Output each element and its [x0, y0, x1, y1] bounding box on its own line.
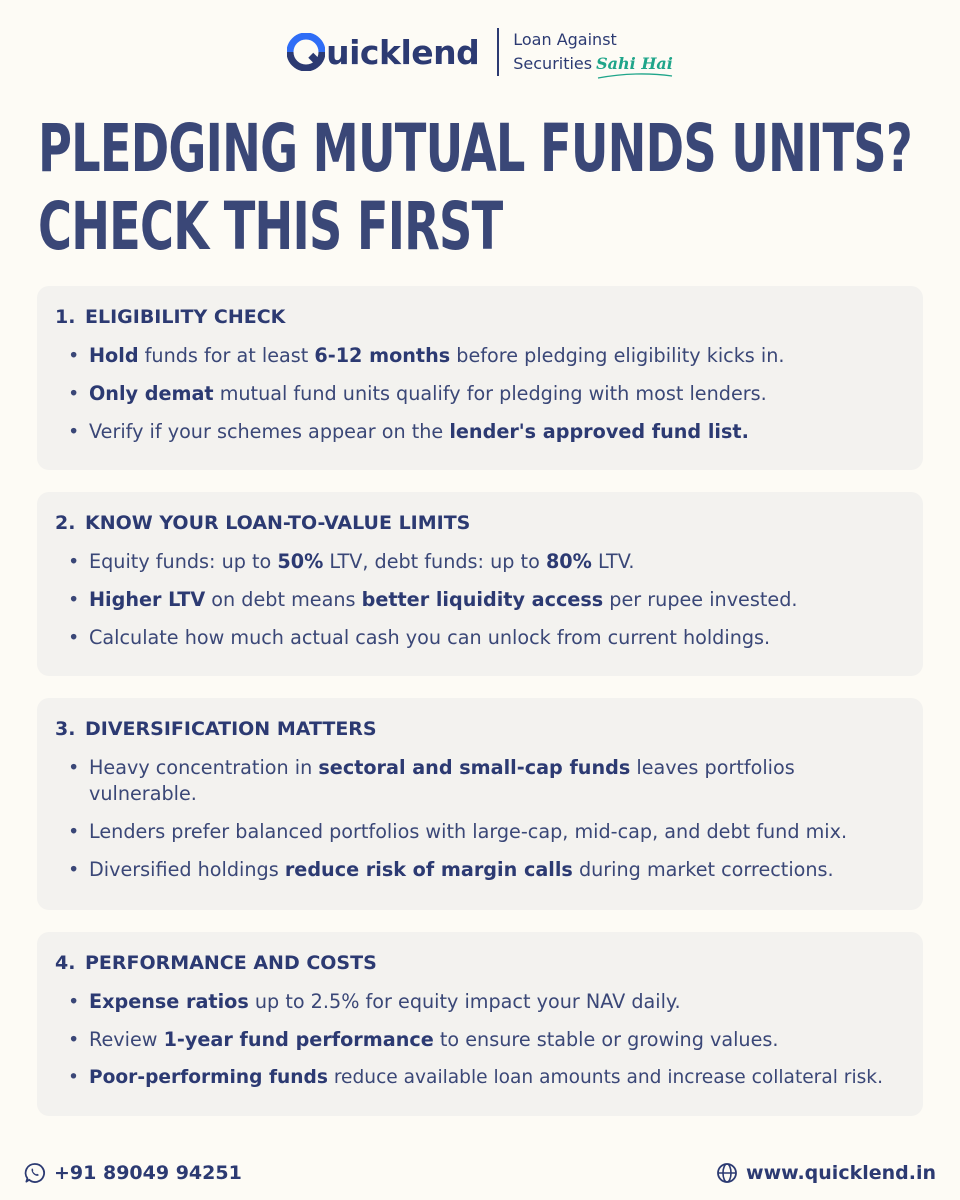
bullet-list — [55, 989, 903, 1091]
section-number: 2. — [55, 512, 76, 534]
page-title — [38, 110, 912, 266]
section-title: DIVERSIFICATION MATTERS — [85, 718, 377, 740]
bullet-icon: • — [68, 550, 80, 573]
list-item: • Only demat mutual fund units qualify for pledging with most lenders. — [68, 382, 767, 405]
bullet-icon: • — [68, 626, 80, 649]
bullet-icon: • — [68, 1067, 79, 1088]
list-item: • Expense ratios up to 2.5% for equity impact your NAV daily. — [68, 990, 681, 1013]
bullet-icon: • — [68, 588, 80, 611]
section-heading — [55, 718, 903, 740]
section-number: 4. — [55, 952, 76, 974]
website-link[interactable] — [716, 1162, 936, 1184]
page-title-line-2: CHECK THIS FIRST — [38, 188, 503, 265]
tagline-line-1: Loan Against — [513, 30, 617, 49]
list-item: • Hold funds for at least 6-12 months before pledging eligibility kicks in. — [68, 344, 785, 367]
bullet-icon: • — [68, 990, 80, 1013]
section-title: ELIGIBILITY CHECK — [85, 306, 286, 328]
bullet-icon: • — [68, 858, 80, 881]
bullet-list — [55, 755, 903, 883]
header — [0, 26, 960, 78]
bullet-list — [55, 549, 903, 651]
section-heading — [55, 512, 903, 534]
bullet-list — [55, 343, 903, 445]
bullet-icon: • — [68, 756, 80, 779]
section-heading — [55, 306, 903, 328]
section-card-diversification — [37, 698, 923, 910]
tagline-line-2 — [513, 52, 673, 76]
bullet-icon: • — [68, 382, 80, 405]
list-item: • Heavy concentration in sectoral and small-cap funds leaves portfolios vulnerable. — [68, 756, 795, 805]
list-item: • Diversified holdings reduce risk of margin calls during market corrections. — [68, 858, 834, 881]
bullet-icon: • — [68, 820, 80, 843]
underline-swash-icon — [596, 72, 674, 80]
list-item: • Verify if your schemes appear on the lender's approved fund list. — [68, 420, 749, 443]
q-logo-icon — [287, 33, 325, 71]
brand-name: uicklend — [326, 32, 480, 72]
bullet-icon: • — [68, 344, 80, 367]
footer — [24, 1158, 936, 1188]
globe-icon — [716, 1162, 738, 1184]
section-title: KNOW YOUR LOAN-TO-VALUE LIMITS — [85, 512, 471, 534]
list-item: • Equity funds: up to 50% LTV, debt funds: up to 80% LTV. — [68, 550, 635, 573]
list-item: • Poor-performing funds reduce available loan amounts and increase collateral risk. — [89, 1065, 903, 1091]
brand-logo[interactable] — [287, 33, 479, 72]
whatsapp-icon — [24, 1162, 46, 1184]
list-item: • Review 1-year fund performance to ensure stable or growing values. — [68, 1028, 779, 1051]
phone-number: +91 89049 94251 — [54, 1162, 242, 1184]
tagline-accent — [596, 54, 673, 73]
header-divider — [497, 28, 499, 76]
tagline-securities: Securities — [513, 54, 593, 73]
section-card-ltv-limits — [37, 492, 923, 676]
list-item: • Higher LTV on debt means better liquidity access per rupee invested. — [68, 588, 798, 611]
tagline — [513, 28, 673, 76]
section-card-performance-costs — [37, 932, 923, 1116]
page-title-line-1: PLEDGING MUTUAL FUNDS UNITS? — [38, 110, 912, 187]
website-url: www.quicklend.in — [746, 1162, 936, 1184]
bullet-icon: • — [68, 420, 80, 443]
section-title: PERFORMANCE AND COSTS — [85, 952, 377, 974]
section-number: 3. — [55, 718, 76, 740]
list-item: • Lenders prefer balanced portfolios with large-cap, mid-cap, and debt fund mix. — [68, 820, 848, 843]
section-number: 1. — [55, 306, 76, 328]
section-card-eligibility — [37, 286, 923, 470]
bullet-icon: • — [68, 1028, 80, 1051]
phone-contact[interactable] — [24, 1162, 242, 1184]
tagline-accent-text: Sahi Hai — [596, 54, 673, 73]
section-heading — [55, 952, 903, 974]
list-item: • Calculate how much actual cash you can unlock from current holdings. — [68, 626, 771, 649]
